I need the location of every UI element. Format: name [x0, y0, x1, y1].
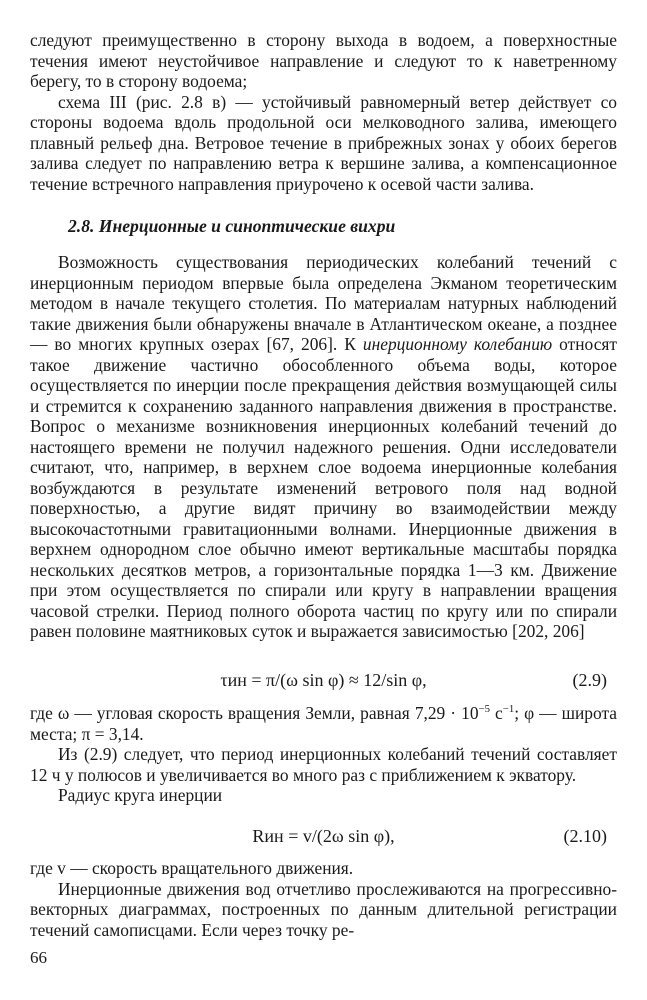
paragraph-text-b: относят такое движение частично обособленного объема воды, которое осуществляется по инерции после прекращения действия возмущающей силы и стремится к сохранению заданного направления движения в пространстве. Вопрос о механизме возникновения инерционных колебаний течений до настоящего времени не получил надежного решения. Одни исследователи считают, что, например, в верхнем слое водоема инерционные колебания возбуждаются в результате изменений ветрового поля над водной поверхностью, а другие видят причину во взаимодействии между высокочастотными гравитационными волнами. Инерционные движения в верхнем однородном слое обычно имеют вертикальные масштабы порядка нескольких десятков метров, а горизонтальные порядка 1—3 км. Движение при этом осуществляется по спирали или кругу в направлении вращения часовой стрелки. Период полного оборота частиц по кругу или по спирали равен половине маятниковых суток и выражается зависимостью [202, 206] [30, 334, 618, 641]
paragraph-text: ; φ — широта места; π = 3,14. [30, 703, 617, 744]
exponent: −5 [478, 703, 490, 716]
equation-formula: τин = π/(ω sin φ) ≈ 12/sin φ, [220, 670, 427, 690]
paragraph-text: с [489, 703, 503, 723]
equation-2-9 [30, 670, 617, 694]
paragraph-where-v: где v — скорость вращательного движения. [30, 858, 354, 878]
paragraph-inertial-oscillations [30, 252, 617, 642]
paragraph-text-a: Возможность существования периодических колебаний течений с инерционным периодом впервые была определена Экманом теоретическим методом в начале текущего столетия. По материалам натурных наблюдений такие движения были обнаружены вначале в Атлантическом океане, а позднее — во многих крупных озерах [67, 206]. К [30, 252, 617, 354]
paragraph-where-omega [30, 703, 617, 744]
equation-2-10 [30, 826, 617, 850]
paragraph-schema-iii: схема III (рис. 2.8 в) — устойчивый равномерный ветер действует со стороны водоема вдоль продольной оси мелководного залива, имеющего плавный рельеф дна. Ветровое течение в прибрежных зонах у обоих берегов залива следует по направлению ветра к вершине залива, а компенсационное течение встречного направления приурочено к осевой части залива. [30, 91, 617, 194]
text-block-bottom [30, 858, 617, 940]
equation-number: (2.10) [563, 826, 607, 846]
text-block-inertial [30, 252, 617, 642]
text-block-explanation [30, 703, 617, 806]
equation-formula: Rин = v/(2ω sin φ), [252, 826, 395, 846]
paragraph-schema-continuation: следуют преимущественно в сторону выхода в водоем, а поверхностные течения имеют неустойчивое направление и следуют то к наветренному берегу, то в сторону водоема; [30, 30, 617, 91]
page-number: 66 [30, 948, 47, 967]
paragraph-period-conclusion: Из (2.9) следует, что период инерционных колебаний течений составляет 12 ч у полюсов и увеличивается во много раз с приближением к экватору. [30, 744, 617, 785]
paragraph-radius-intro: Радиус круга инерции [58, 785, 223, 805]
paragraph-text: где ω — угловая скорость вращения Земли, равная 7,29 · 10 [30, 703, 479, 723]
equation-number: (2.9) [572, 670, 607, 690]
paragraph-progressive-vector: Инерционные движения вод отчетливо прослеживаются на прогрессивно-векторных диаграммах, построенных по данным длительной регистрации течений самописцами. Если через точку ре- [30, 878, 617, 940]
term-inertial-oscillation: инерционному колебанию [362, 334, 553, 354]
text-block-top [30, 30, 617, 194]
exponent: −1 [502, 703, 515, 716]
section-heading: 2.8. Инерционные и синоптические вихри [68, 216, 396, 236]
